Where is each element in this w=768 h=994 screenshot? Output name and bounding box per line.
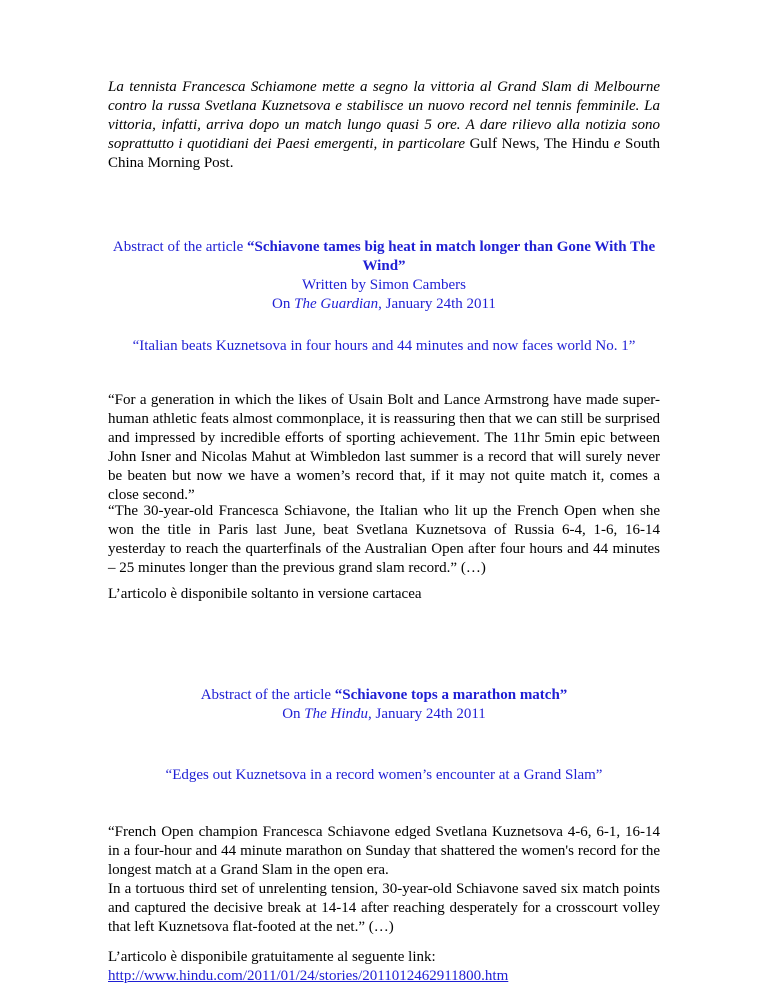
article2-paragraph-1: “French Open champion Francesca Schiavone edged Svetlana Kuznetsova 4-6, 6-1, 16-14 in a four-hour and 44 minute marathon on Sunday that shattered the women's record for the longest match at a Grand Slam in the open era. [108, 824, 660, 878]
article2-paragraph-2: In a tortuous third set of unrelenting tension, 30-year-old Schiavone saved six match points and captured the decisive break at 14-14 after reaching desperately for a crosscourt volley that left Kuznetsova flat-footed at the net.” (…) [108, 881, 660, 935]
intro-source-scmp: South China Morning Post [108, 136, 661, 171]
article2-title: “Schiavone tops a marathon match” [334, 687, 568, 703]
article1-date: , January 24th 2011 [378, 296, 496, 312]
article1-title-line [108, 238, 660, 276]
intro-source-gulf: Gulf News, [469, 136, 540, 152]
article1-header [108, 238, 660, 314]
intro-italic-text: La tennista Francesca Schiamone mette a segno la vittoria al Grand Slam di Melbourne contro la russa Svetlana Kuznetsova e stabilisce un nuovo record nel tennis femminile. La vittoria, infatti, arriva dopo un match lungo quasi 5 ore. A dare rilievo alla notizia sono soprattutto i quotidiani dei Paesi emergenti, in particolare [108, 79, 660, 152]
article2-title-line [108, 686, 660, 705]
article2-availability: L’articolo è disponibile gratuitamente al seguente link: [108, 949, 436, 965]
article2-date: , January 24th 2011 [368, 706, 486, 722]
intro-conjunction: e [613, 136, 621, 152]
article2-subtitle: “Edges out Kuznetsova in a record women’s encounter at a Grand Slam” [165, 767, 603, 783]
article2-source-line [108, 705, 660, 724]
article2-link[interactable]: http://www.hindu.com/2011/01/24/stories/2011012462911800.htm [108, 968, 509, 984]
article2-availability-block [108, 948, 660, 986]
article1-byline: Written by Simon Cambers [302, 277, 466, 293]
article1-subtitle: “Italian beats Kuznetsova in four hours and 44 minutes and now faces world No. 1” [132, 338, 636, 354]
article2-body [108, 823, 660, 937]
article1-prefix: Abstract of the article [112, 239, 244, 255]
article2-prefix: Abstract of the article [200, 687, 332, 703]
intro-paragraph [108, 78, 660, 173]
article2-header [108, 686, 660, 724]
article2-on-prefix: On [282, 706, 301, 722]
article2-source: The Hindu [304, 706, 369, 722]
article1-paragraph-1: “For a generation in which the likes of Usain Bolt and Lance Armstrong have made super-human athletic feats almost commonplace, it is reassuring then that we can still be surprised and impressed by incredible efforts of sporting achievement. The 11hr 5min epic between John Isner and Nicolas Mahut at Wimbledon last summer is a record that will surely never be beaten but now we have a women’s record that, if it may not quite match it, comes a close second.” [108, 392, 660, 503]
article1-source: The Guardian [294, 296, 379, 312]
article1-availability: L’articolo è disponibile soltanto in versione cartacea [108, 586, 422, 602]
article1-paragraph-2: “The 30-year-old Francesca Schiavone, the Italian who lit up the French Open when she won the title in Paris last June, beat Svetlana Kuznetsova of Russia 6-4, 1-6, 16-14 yesterday to reach the quarterfinals of the Australian Open after four hours and 44 minutes – 25 minutes longer than the previous grand slam record.” (…) [108, 503, 660, 576]
intro-source-hindu: The Hindu [543, 136, 610, 152]
article1-title: “Schiavone tames big heat in match longer than Gone With The Wind” [247, 239, 656, 274]
article1-on-prefix: On [272, 296, 291, 312]
article1-source-line [108, 295, 660, 314]
intro-period: . [229, 155, 234, 171]
